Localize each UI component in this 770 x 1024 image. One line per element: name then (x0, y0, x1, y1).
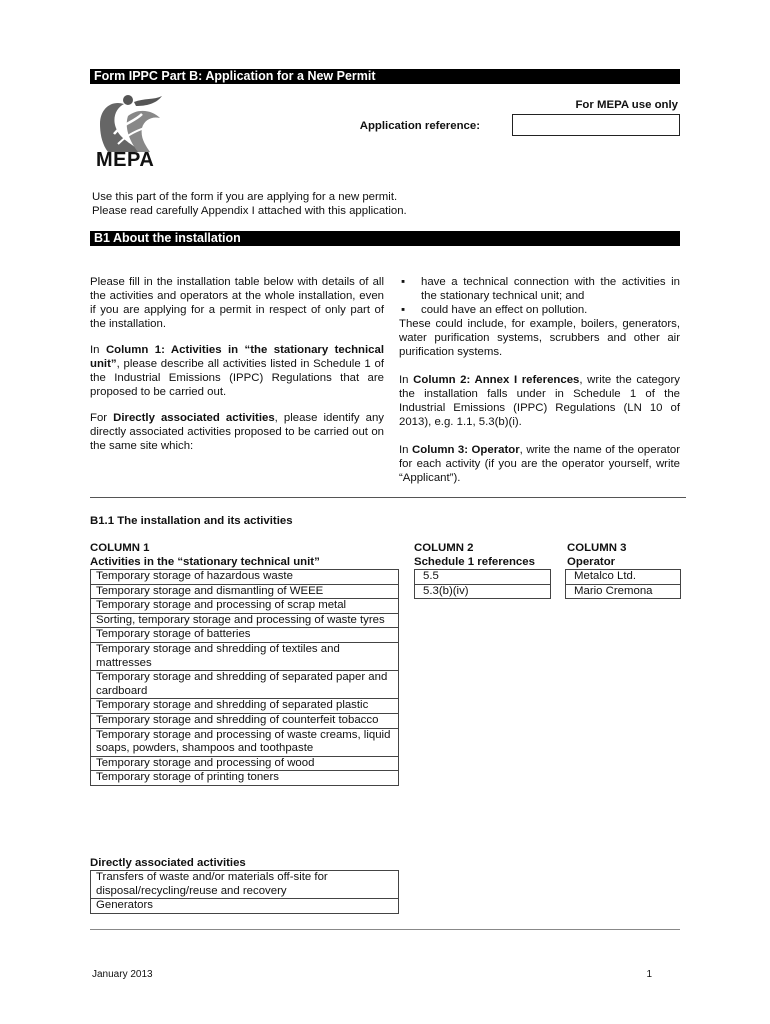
b1-left-paragraph-2 (90, 343, 384, 399)
b1-right-paragraph-3 (399, 443, 680, 485)
activity-row (91, 570, 399, 585)
operator-row (566, 570, 681, 585)
schedule-reference-row (415, 584, 551, 599)
operator-row-cell[interactable]: Metalco Ltd. (566, 570, 681, 585)
column-1-heading: COLUMN 1 (90, 542, 150, 554)
activity-row-cell[interactable]: Temporary storage and processing of waste creams, liquid soaps, powders, shampoos and toothpaste (91, 728, 399, 756)
schedule-reference-row-cell[interactable]: 5.5 (415, 570, 551, 585)
associated-activity-row-cell[interactable]: Transfers of waste and/or materials off-site for disposal/recycling/reuse and recovery (91, 871, 399, 899)
b1-left-paragraph-3 (90, 411, 384, 453)
associated-activities-heading: Directly associated activities (90, 857, 246, 869)
mepa-logo (94, 94, 168, 170)
b1-bullet-list (399, 275, 680, 317)
b1-right-p3-post: , write the name of the operator for each activity (if you are the operator yourself, write “Applicant”). (399, 444, 680, 484)
b1-right-p2-post: , write the category the installation falls under in Schedule 1 of the Industrial Emissions (IPPC) Regulations (LN 10 of 2013), e.g. 1.1, 5.3(b)(i). (399, 374, 681, 428)
activity-row (91, 642, 399, 670)
intro-text (92, 190, 652, 218)
section-b11-title: B1.1 The installation and its activities (90, 515, 293, 527)
form-title: Form IPPC Part B: Application for a New Permit (94, 69, 376, 83)
associated-activities-table (90, 870, 399, 914)
b1-bullet-1: ▪ have a technical connection with the activities in the stationary technical unit; and (399, 275, 680, 303)
application-reference-label: Application reference: (359, 120, 480, 132)
column-2-header (414, 541, 535, 569)
b1-left-p2-post: , please describe all activities listed in Schedule 1 of the Industrial Emissions (IPPC) Regulations that are proposed to be carried out. (90, 358, 384, 398)
activity-row (91, 713, 399, 728)
footer-page-number: 1 (646, 969, 652, 980)
intro-line-1: Use this part of the form if you are applying for a new permit. (92, 191, 398, 203)
associated-activity-row (91, 871, 399, 899)
logo-wordmark: MEPA (96, 149, 155, 171)
schedule-reference-row (415, 570, 551, 585)
activity-row (91, 771, 399, 786)
b1-right-p3-bold: Column 3: Operator (412, 444, 520, 456)
activity-row-cell[interactable]: Temporary storage and shredding of separated paper and cardboard (91, 671, 399, 699)
activity-row (91, 613, 399, 628)
b1-right-paragraph-1: These could include, for example, boilers, generators, water purification systems, scrubbers and other air purification systems. (399, 318, 680, 358)
activity-row (91, 671, 399, 699)
schedule-reference-row-cell[interactable]: 5.3(b)(iv) (415, 584, 551, 599)
footer-divider (90, 929, 680, 930)
activity-row-cell[interactable]: Temporary storage and processing of scrap metal (91, 599, 399, 614)
b1-right-p3-pre: In (399, 444, 413, 456)
activity-row-cell[interactable]: Temporary storage of printing toners (91, 771, 399, 786)
mepa-use-label: For MEPA use only (575, 99, 678, 111)
associated-activity-row (91, 899, 399, 914)
column-3-subheading: Operator (567, 556, 616, 568)
form-title-bar (90, 69, 680, 84)
activity-row-cell[interactable]: Temporary storage of batteries (91, 628, 399, 643)
column-2-heading: COLUMN 2 (414, 542, 474, 554)
activity-row-cell[interactable]: Temporary storage and processing of wood (91, 756, 399, 771)
b1-right-paragraph-2 (399, 373, 680, 429)
activity-row (91, 699, 399, 714)
activity-row-cell[interactable]: Temporary storage of hazardous waste (91, 570, 399, 585)
activity-row (91, 728, 399, 756)
activity-row (91, 756, 399, 771)
intro-line-2: Please read carefully Appendix I attached with this application. (92, 205, 407, 217)
activity-row-cell[interactable]: Temporary storage and shredding of textiles and mattresses (91, 642, 399, 670)
b1-left-p3-bold: Directly associated activities (113, 412, 275, 424)
b1-left-p2-bold: Column 1: Activities in “the stationary technical unit” (90, 344, 384, 370)
activity-row-cell[interactable]: Temporary storage and shredding of separated plastic (91, 699, 399, 714)
b1-left-p2-pre: In (90, 344, 106, 356)
footer-date: January 2013 (92, 969, 153, 980)
column-1-subheading: Activities in the “stationary technical unit” (90, 556, 320, 568)
application-reference-field[interactable] (512, 114, 680, 136)
activity-row-cell[interactable]: Temporary storage and shredding of counterfeit tobacco (91, 713, 399, 728)
mepa-logo-graphic (94, 94, 168, 154)
activity-row (91, 599, 399, 614)
section-b1-bar (90, 231, 680, 246)
b1-right-column (399, 275, 680, 485)
operator-table (565, 569, 681, 599)
activity-row (91, 584, 399, 599)
column-2-subheading: Schedule 1 references (414, 556, 535, 568)
b1-right-p2-bold: Column 2: Annex I references (413, 374, 580, 386)
activity-row-cell[interactable]: Temporary storage and dismantling of WEEE (91, 584, 399, 599)
operator-row (566, 584, 681, 599)
b1-left-p3-post: , please identify any directly associated activities proposed to be carried out on the same site which: (90, 412, 384, 452)
column-3-heading: COLUMN 3 (567, 542, 627, 554)
section-b1-title: B1 About the installation (94, 231, 241, 245)
schedule-references-table (414, 569, 551, 599)
activity-row-cell[interactable]: Sorting, temporary storage and processing of waste tyres (91, 613, 399, 628)
activity-row (91, 628, 399, 643)
b1-left-p3-pre: For (90, 412, 114, 424)
column-3-header (567, 541, 626, 569)
operator-row-cell[interactable]: Mario Cremona (566, 584, 681, 599)
column-1-header (90, 541, 320, 569)
associated-activity-row-cell[interactable]: Generators (91, 899, 399, 914)
section-divider (90, 497, 686, 498)
b1-right-p2-pre: In (399, 374, 414, 386)
activities-table (90, 569, 399, 786)
b1-bullet-2: ▪ could have an effect on pollution. (399, 303, 680, 317)
b1-left-column (90, 275, 384, 453)
b1-left-paragraph-1: Please fill in the installation table below with details of all the activities and operators at the whole installation, even if you are applying for a permit in respect of only part of the installation. (90, 276, 384, 330)
